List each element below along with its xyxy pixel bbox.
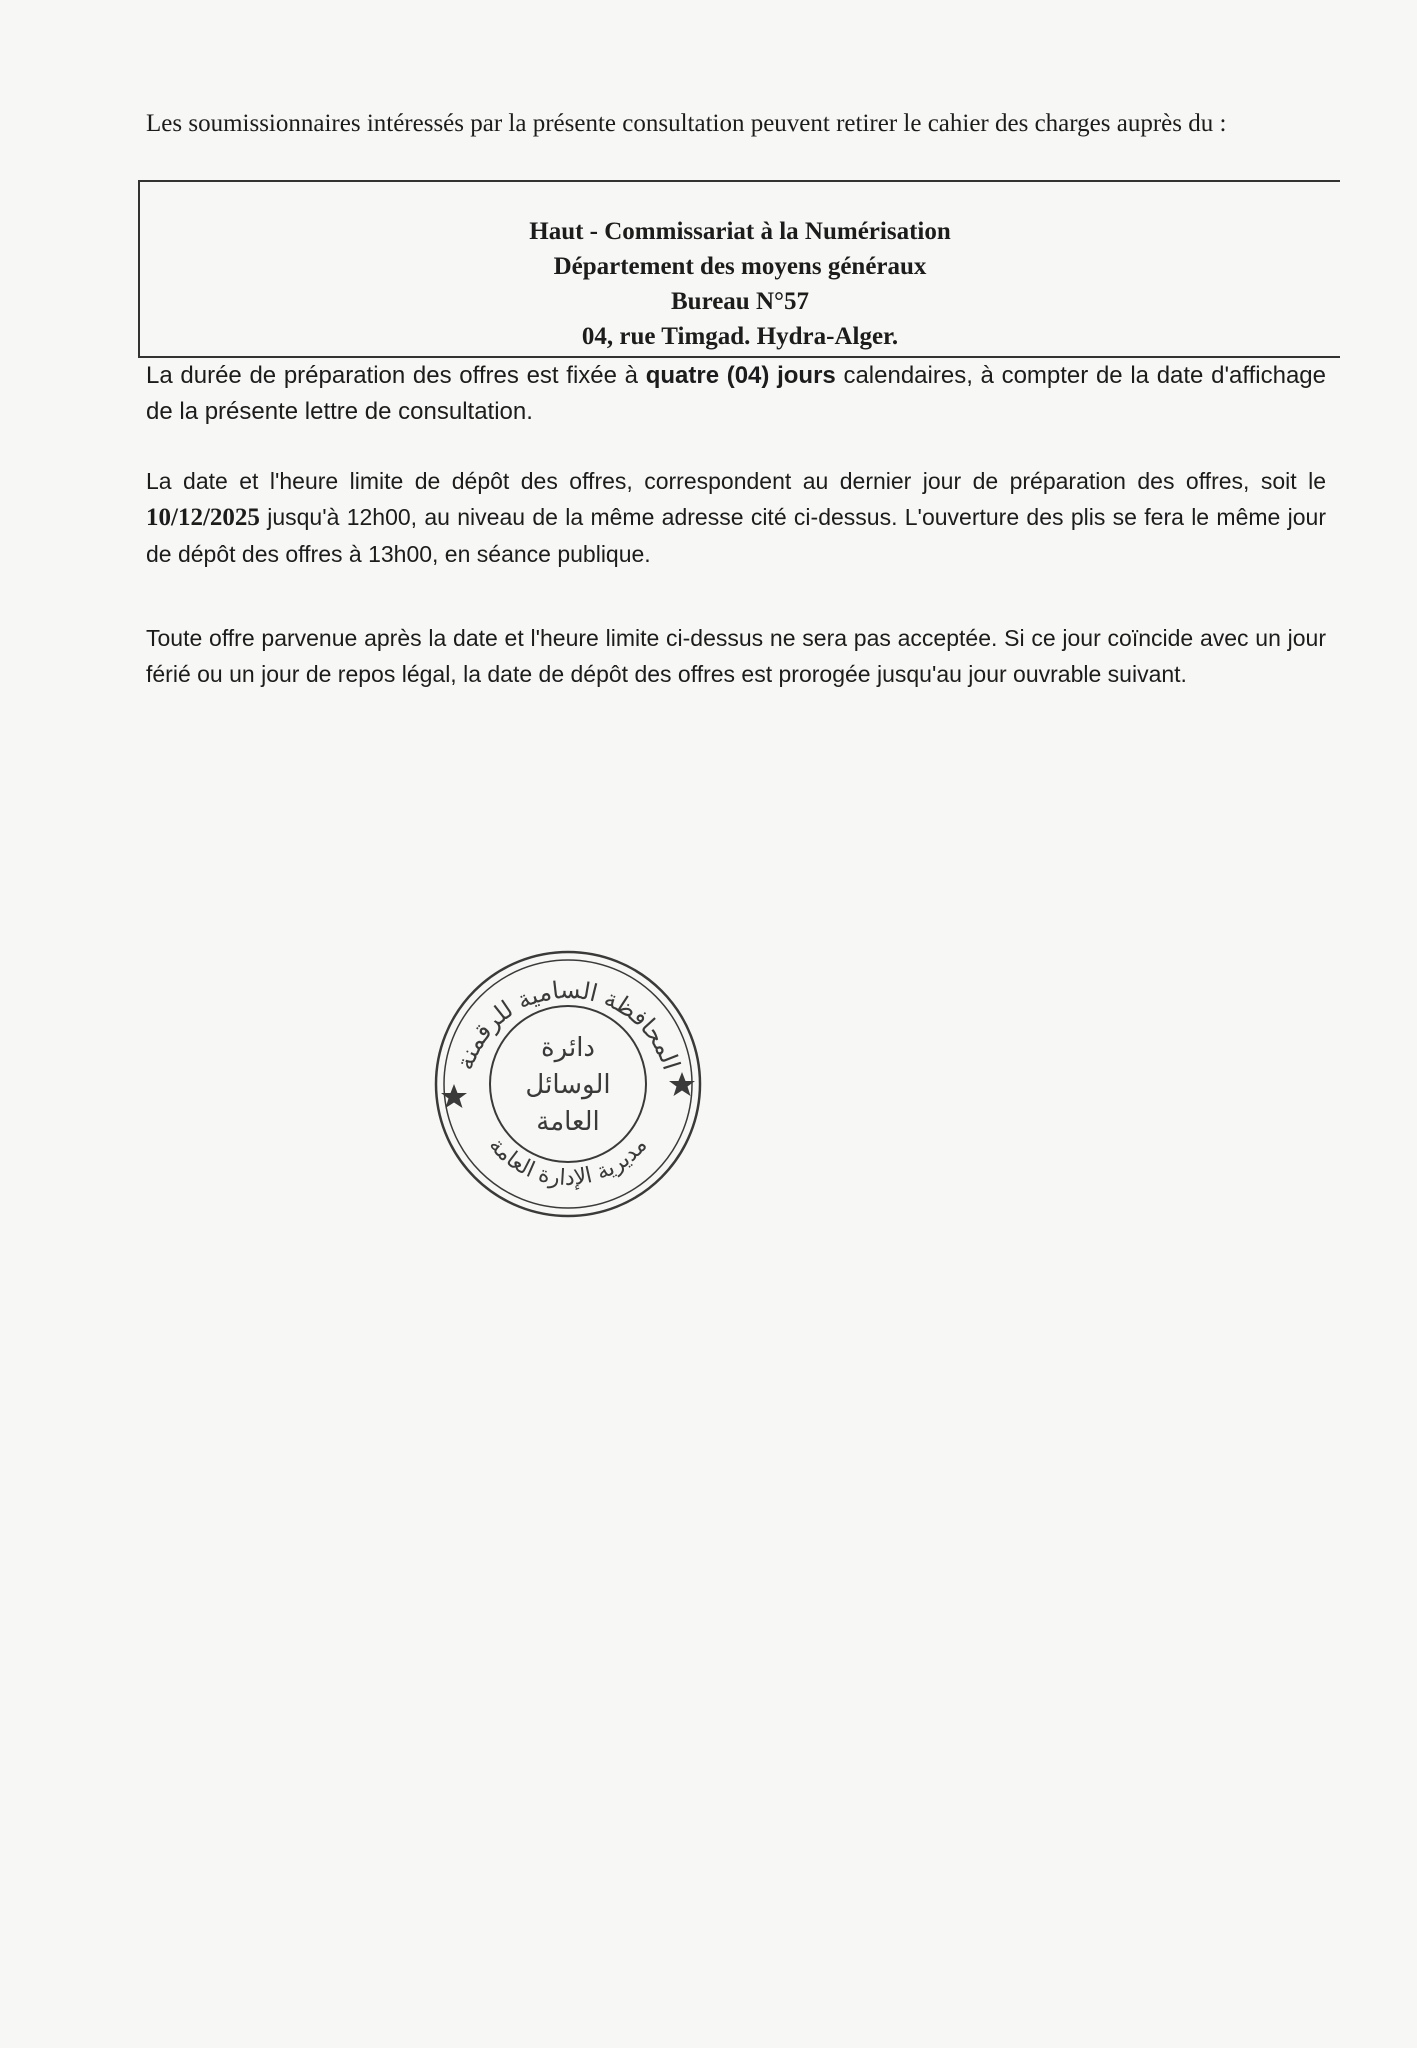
- address-line-street: 04, rue Timgad. Hydra-Alger.: [581, 323, 899, 350]
- intro-text: Les soumissionnaires intéressés par la présente consultation peuvent retirer le cahier des charges auprès du :: [146, 110, 1227, 137]
- date-limite-paragraph: [146, 463, 1326, 572]
- duree-days: quatre (04) jours: [645, 362, 836, 389]
- duree-text-after: calendaires, à compter de la date d'affichage de la présente lettre de consultation.: [146, 362, 1326, 425]
- address-line-institution: Haut - Commissariat à la Numérisation: [529, 218, 951, 245]
- date-text-before: La date et l'heure limite de dépôt des offres, correspondent au dernier jour de préparation des offres, soit le: [146, 468, 1326, 494]
- stamp-outer-bottom-text: مديرية الإدارة العامة: [483, 1133, 653, 1191]
- duree-paragraph: [146, 358, 1326, 430]
- stamp-center-line-2: الوسائل: [525, 1070, 611, 1100]
- stamp-center-line-1: دائرة: [540, 1033, 596, 1063]
- intro-paragraph: [146, 106, 1326, 142]
- date-text-after: jusqu'à 12h00, au niveau de la même adresse cité ci-dessus. L'ouverture des plis se fera le même jour de dépôt des offres à 13h00, en séance publique.: [146, 504, 1326, 567]
- stamp-outer-top-text: المحافظة السامية للرقمنة: [450, 975, 686, 1074]
- official-stamp: [432, 948, 704, 1220]
- address-line-department: Département des moyens généraux: [553, 253, 927, 280]
- toute-offre-text: Toute offre parvenue après la date et l'heure limite ci-dessus ne sera pas acceptée. Si ce jour coïncide avec un jour férié ou un jour de repos légal, la date de dépôt des offres est prorogée jusqu'au jour ouvrable suivant.: [146, 625, 1326, 687]
- address-line-office: Bureau N°57: [670, 288, 810, 315]
- stamp-center-line-3: العامة: [536, 1107, 600, 1137]
- toute-offre-paragraph: [146, 620, 1326, 692]
- duree-text-before: La durée de préparation des offres est fixée à: [146, 362, 646, 389]
- deadline-date: 10/12/2025: [146, 504, 260, 531]
- address-box: [138, 180, 1340, 358]
